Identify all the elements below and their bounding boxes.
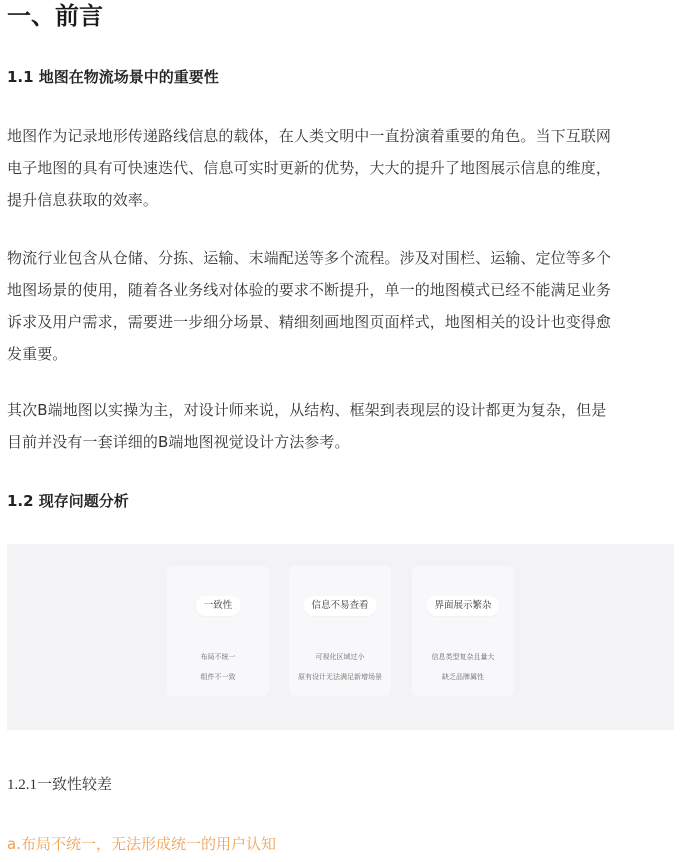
problem-card-line: 布局不统一	[200, 653, 236, 661]
paragraph-line: 地图场景的使用，随着各业务线对体验的要求不断提升，单一的地图模式已经不能满足业务	[7, 281, 612, 299]
problem-card-info-visibility	[289, 566, 391, 696]
problem-card-line: 缺乏品牌属性	[442, 673, 484, 681]
problem-card-consistency	[167, 566, 269, 696]
paragraph-map-importance	[7, 120, 675, 216]
problem-analysis-figure	[7, 544, 674, 730]
problem-card-line: 可视化区域过小	[315, 653, 365, 661]
page-title: 一、前言	[7, 2, 103, 30]
paragraph-logistics	[7, 242, 675, 370]
section-title-1-2: 1.2 现存问题分析	[7, 492, 129, 510]
problem-card-line: 组件不一致	[200, 673, 236, 681]
paragraph-line: 目前并没有一套详细的B端地图视觉设计方法参考。	[7, 433, 350, 451]
subsection-title-1-2-1	[7, 773, 112, 796]
problem-card-label: 界面展示繁杂	[426, 596, 499, 616]
paragraph-line: 物流行业包含从仓储、分拣、运输、末端配送等多个流程。涉及对围栏、运输、定位等多个	[7, 249, 612, 267]
section-title-1-1: 1.1 地图在物流场景中的重要性	[7, 68, 219, 86]
paragraph-line: 电子地图的具有可快速迭代、信息可实时更新的优势，大大的提升了地图展示信息的维度，	[7, 159, 612, 177]
problem-card-label: 信息不易查看	[303, 596, 376, 616]
subsection-number: 1.2.1	[7, 777, 37, 793]
problem-card-interface-complexity	[412, 566, 514, 696]
paragraph-line: 诉求及用户需求，需要进一步细分场景、精细刻画地图页面样式，地图相关的设计也变得愈	[7, 313, 612, 331]
problem-card-line: 信息类型复杂且量大	[431, 653, 495, 661]
subsection-text: 一致性较差	[37, 775, 113, 793]
paragraph-line: 其次B端地图以实操为主，对设计师来说，从结构、框架到表现层的设计都更为复杂，但是	[7, 401, 607, 419]
paragraph-b-end-map	[7, 394, 675, 458]
paragraph-line: 提升信息获取的效率。	[7, 191, 159, 209]
problem-card-line: 原有设计无法满足新增场景	[298, 673, 382, 681]
point-a-layout-inconsistent: a.布局不统一，无法形成统一的用户认知	[7, 835, 276, 853]
paragraph-line: 发重要。	[7, 345, 68, 363]
paragraph-line: 地图作为记录地形传递路线信息的载体，在人类文明中一直扮演着重要的角色。当下互联网	[7, 127, 612, 145]
problem-card-label: 一致性	[196, 596, 241, 616]
